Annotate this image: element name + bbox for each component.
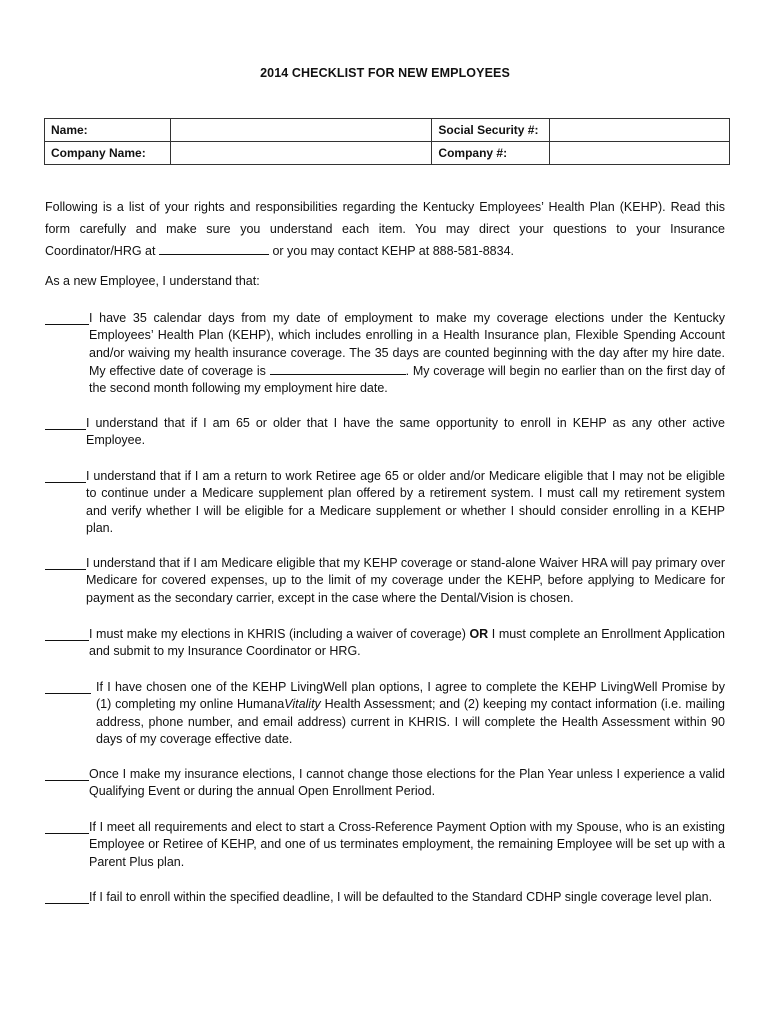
table-row [45,119,730,142]
document-title: 2014 CHECKLIST FOR NEW EMPLOYEES [260,66,510,80]
intro-text-start: Following is a list of your rights and responsibilities regarding the Kentucky Employees’ Health Plan (KEHP). Read this form carefully and make sure you understand each item. You may direct your questions to your Insurance Coordinator/HRG at [45,200,725,258]
item-text [89,626,725,661]
item-text: If I meet all requirements and elect to start a Cross-Reference Payment Option with my Spouse, who is an existing Employee or Retiree of KEHP, and one of us terminates employment, the remaining Employee will be set up with a Parent Plus plan. [89,820,725,869]
employee-info-table [44,118,730,165]
item-text: Once I make my insurance elections, I cannot change those elections for the Plan Year unless I experience a valid Qualifying Event or during the annual Open Enrollment Period. [89,767,725,799]
name-field[interactable] [170,119,432,142]
company-number-field[interactable] [550,142,730,165]
company-number-label: Company #: [432,142,550,165]
effective-date-blank[interactable] [270,362,406,375]
item-1-text-start: I have 35 calendar days from my date of employment to make my coverage elections under the Kentucky Employees’ Health Plan (KEHP), which includes enrolling in a Health Insurance plan, Flexible Spending Account and/or waiving my health insurance coverage. The 35 days are counted beginning with the day after my hire date. My effective date of coverage is [89,311,725,378]
company-name-field[interactable] [170,142,432,165]
checklist-item-5 [45,626,725,661]
item-text [89,310,725,397]
initial-blank-4[interactable] [45,556,86,570]
item-5-text-start: I must make my elections in KHRIS (including a waiver of coverage) [89,627,466,641]
checklist-item-3 [45,468,725,537]
intro-paragraph [45,196,725,262]
item-text: I understand that if I am a return to work Retiree age 65 or older and/or Medicare eligible that I may not be eligible to continue under a Medicare supplement plan offered by a retirement system. I must call my retirement system and verify whether I will be eligible for a Medicare supplement or whether I should consider enrolling in a KEHP plan. [86,469,725,535]
initial-blank-3[interactable] [45,469,86,483]
initial-blank-8[interactable] [45,820,89,834]
item-6-text-end: Health Assessment; and (2) keeping my contact information (i.e. mailing address, phone number, and email address) current in KHRIS. I will complete the Health Assessment within 90 days of my coverage effective date. [96,697,726,746]
checklist-item-9 [45,889,725,906]
item-6-text-start: If I have chosen one of the KEHP LivingWell plan options, I agree to complete the KEHP LivingWell Promise by (1) completing my online Humana [96,680,725,712]
checklist-item-8 [45,819,725,871]
company-name-label: Company Name: [45,142,171,165]
initial-blank-1[interactable] [45,311,89,325]
insurance-coordinator-blank[interactable] [159,242,269,255]
understand-heading: As a new Employee, I understand that: [45,274,260,288]
item-5-text-end: I must complete an Enrollment Application and submit to my Insurance Coordinator or HRG. [89,627,726,659]
initial-blank-5[interactable] [45,627,89,641]
item-text: I understand that if I am 65 or older that I have the same opportunity to enroll in KEHP as any other active Employee. [86,416,725,448]
intro-text-end: or you may contact KEHP at 888-581-8834. [272,244,515,258]
ssn-label: Social Security #: [432,119,550,142]
item-text: I understand that if I am Medicare eligible that my KEHP coverage or stand-alone Waiver HRA will pay primary over Medicare for covered expenses, up to the limit of my coverage under the KEHP, before applying to Medicare for payment as the secondary carrier, except in the case where the Dental/Vision is chosen. [86,556,725,605]
item-text [96,679,725,748]
initial-blank-6[interactable] [45,680,91,694]
ssn-field[interactable] [550,119,730,142]
initial-blank-7[interactable] [45,767,89,781]
checklist-item-4 [45,555,725,607]
item-1-text-end: . My coverage will begin no earlier than on the first day of the second month following my employment hire date. [89,363,726,396]
item-5-or-emphasis: OR [469,627,489,641]
item-text: If I fail to enroll within the specified deadline, I will be defaulted to the Standard CDHP single coverage level plan. [89,890,713,904]
checklist-item-2 [45,415,725,450]
table-row [45,142,730,165]
initial-blank-2[interactable] [45,416,86,430]
initial-blank-9[interactable] [45,890,89,904]
checklist-item-1 [45,310,725,397]
checklist-item-7 [45,766,725,801]
checklist-item-6 [45,679,725,748]
item-6-vitality: Vitality [284,697,321,712]
name-label: Name: [45,119,171,142]
